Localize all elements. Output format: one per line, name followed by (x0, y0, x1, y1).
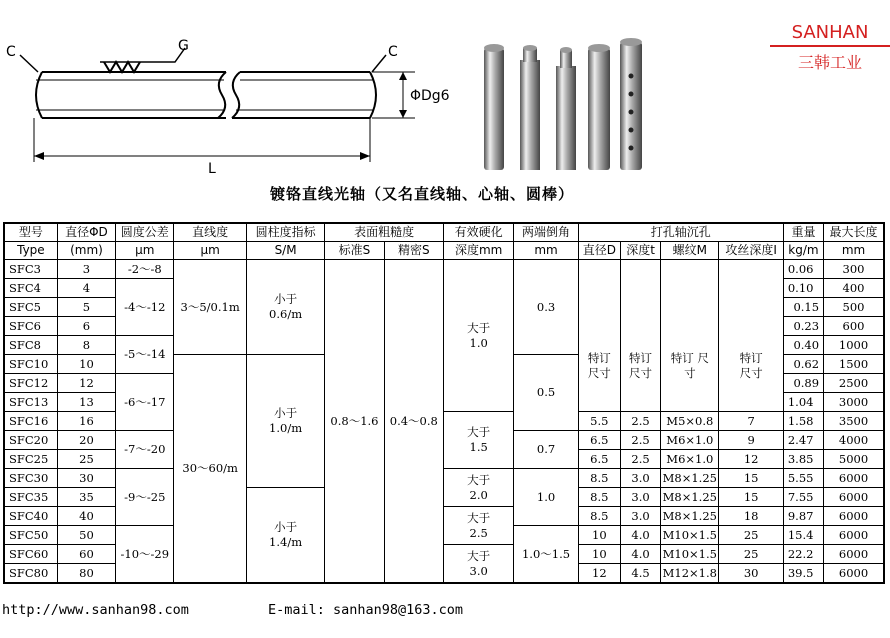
col-roughness: 表面粗糙度 (325, 223, 444, 242)
cylindricity-cell: 小于 1.4/m (246, 488, 324, 584)
hole-t-cell: 2.5 (620, 450, 660, 469)
diameter-cell: 5 (57, 298, 115, 317)
max-length-cell: 3500 (824, 412, 884, 431)
hole-m-cell: M8×1.25 (661, 469, 719, 488)
weight-cell: 1.04 (783, 393, 823, 412)
hole-i-cell: 7 (719, 412, 783, 431)
type-cell: SFC40 (4, 507, 57, 526)
max-length-cell: 6000 (824, 545, 884, 564)
c-left-label: C (6, 44, 16, 60)
col-cylindricity-unit: S/M (246, 242, 324, 260)
length-label: L (208, 161, 216, 177)
diameter-cell: 60 (57, 545, 115, 564)
col-hole-m: 螺纹M (661, 242, 719, 260)
hole-d-cell: 10 (578, 526, 620, 545)
hole-t-cell: 4.0 (620, 545, 660, 564)
roundness-cell: -6～-17 (116, 374, 174, 431)
type-cell: SFC50 (4, 526, 57, 545)
hole-i-cell: 25 (719, 545, 783, 564)
col-hardening-unit: 深度mm (443, 242, 513, 260)
col-holes: 打孔轴沉孔 (578, 223, 783, 242)
c-right-label: C (388, 44, 398, 60)
weight-cell: 1.58 (783, 412, 823, 431)
weight-cell: 0.89 (783, 374, 823, 393)
weight-cell: 0.62 (783, 355, 823, 374)
hardening-cell: 大于 2.5 (443, 507, 513, 545)
chamfer-cell: 1.0 (514, 469, 578, 526)
diameter-cell: 16 (57, 412, 115, 431)
max-length-cell: 6000 (824, 564, 884, 584)
col-roughness-std: 标准S (325, 242, 384, 260)
spec-table (3, 222, 885, 584)
hole-m-cell: 特订 尺 寸 (661, 260, 719, 412)
chamfer-cell: 0.3 (514, 260, 578, 355)
hole-t-cell: 4.5 (620, 564, 660, 584)
roundness-cell: -10～-29 (116, 526, 174, 584)
table-row (4, 469, 884, 488)
max-length-cell: 4000 (824, 431, 884, 450)
table-row (4, 260, 884, 279)
chamfer-cell: 0.7 (514, 431, 578, 469)
col-roundness: 圆度公差 (116, 223, 174, 242)
hole-i-cell: 25 (719, 526, 783, 545)
col-diameter: 直径ΦD (57, 223, 115, 242)
col-weight-unit: kg/m (783, 242, 823, 260)
roundness-cell: -4～-12 (116, 279, 174, 336)
hole-i-cell: 特订 尺寸 (719, 260, 783, 412)
weight-cell: 3.85 (783, 450, 823, 469)
hardening-cell: 大于 1.0 (443, 260, 513, 412)
col-hardening: 有效硬化 (443, 223, 513, 242)
diameter-cell: 10 (57, 355, 115, 374)
max-length-cell: 300 (824, 260, 884, 279)
max-length-cell: 6000 (824, 488, 884, 507)
type-cell: SFC35 (4, 488, 57, 507)
max-length-cell: 2500 (824, 374, 884, 393)
diameter-cell: 4 (57, 279, 115, 298)
weight-cell: 0.23 (783, 317, 823, 336)
weight-cell: 39.5 (783, 564, 823, 584)
max-length-cell: 6000 (824, 526, 884, 545)
hole-t-cell: 3.0 (620, 507, 660, 526)
col-chamfer: 两端倒角 (514, 223, 578, 242)
roughness-fine-cell: 0.4～0.8 (384, 260, 443, 584)
hardening-cell: 大于 2.0 (443, 469, 513, 507)
weight-cell: 0.06 (783, 260, 823, 279)
website-link[interactable]: http://www.sanhan98.com (2, 602, 189, 618)
weight-cell: 5.55 (783, 469, 823, 488)
weight-cell: 15.4 (783, 526, 823, 545)
hole-m-cell: M5×0.8 (661, 412, 719, 431)
hole-m-cell: M8×1.25 (661, 488, 719, 507)
hole-m-cell: M6×1.0 (661, 450, 719, 469)
diameter-label: ΦDg6 (410, 88, 450, 104)
weight-cell: 9.87 (783, 507, 823, 526)
max-length-cell: 600 (824, 317, 884, 336)
col-type-en: Type (4, 242, 57, 260)
col-straightness: 直线度 (174, 223, 246, 242)
roughness-std-cell: 0.8～1.6 (325, 260, 384, 584)
hole-t-cell: 特订 尺寸 (620, 260, 660, 412)
col-straightness-unit: μm (174, 242, 246, 260)
hole-m-cell: M8×1.25 (661, 507, 719, 526)
hole-d-cell: 6.5 (578, 431, 620, 450)
col-weight: 重量 (783, 223, 823, 242)
diameter-cell: 8 (57, 336, 115, 355)
hole-i-cell: 12 (719, 450, 783, 469)
hole-d-cell: 8.5 (578, 469, 620, 488)
hole-t-cell: 2.5 (620, 412, 660, 431)
type-cell: SFC20 (4, 431, 57, 450)
col-hole-d: 直径D (578, 242, 620, 260)
hole-d-cell: 6.5 (578, 450, 620, 469)
cylindricity-cell: 小于 0.6/m (246, 260, 324, 355)
roundness-cell: -7～-20 (116, 431, 174, 469)
col-hole-i: 攻丝深度I (719, 242, 783, 260)
chamfer-cell: 1.0～1.5 (514, 526, 578, 584)
type-cell: SFC12 (4, 374, 57, 393)
brand-cn-name: 三韩工业 (797, 53, 862, 72)
hole-t-cell: 3.0 (620, 469, 660, 488)
diameter-cell: 13 (57, 393, 115, 412)
hole-t-cell: 3.0 (620, 488, 660, 507)
type-cell: SFC60 (4, 545, 57, 564)
col-cylindricity: 圆柱度指标 (246, 223, 324, 242)
col-diameter-unit: (mm) (57, 242, 115, 260)
type-cell: SFC6 (4, 317, 57, 336)
type-cell: SFC5 (4, 298, 57, 317)
max-length-cell: 1000 (824, 336, 884, 355)
hole-m-cell: M6×1.0 (661, 431, 719, 450)
diameter-cell: 20 (57, 431, 115, 450)
weight-cell: 2.47 (783, 431, 823, 450)
diameter-cell: 3 (57, 260, 115, 279)
hole-i-cell: 15 (719, 488, 783, 507)
type-cell: SFC3 (4, 260, 57, 279)
weight-cell: 22.2 (783, 545, 823, 564)
brand-name: SANHAN (770, 22, 890, 47)
max-length-cell: 5000 (824, 450, 884, 469)
roundness-cell: -9～-25 (116, 469, 174, 526)
straightness-cell: 30～60/m (174, 355, 246, 584)
type-cell: SFC4 (4, 279, 57, 298)
shaft-photo (470, 30, 660, 180)
col-max-length-unit: mm (824, 242, 884, 260)
col-hole-t: 深度t (620, 242, 660, 260)
roundness-cell: -5～-14 (116, 336, 174, 374)
type-cell: SFC10 (4, 355, 57, 374)
shaft-drawing (0, 0, 470, 180)
hole-m-cell: M10×1.5 (661, 526, 719, 545)
diameter-cell: 35 (57, 488, 115, 507)
col-roundness-unit: μm (116, 242, 174, 260)
diameter-cell: 6 (57, 317, 115, 336)
hole-i-cell: 30 (719, 564, 783, 584)
hole-t-cell: 2.5 (620, 431, 660, 450)
hole-i-cell: 9 (719, 431, 783, 450)
chamfer-cell: 0.5 (514, 355, 578, 431)
weight-cell: 0.40 (783, 336, 823, 355)
col-chamfer-unit: mm (514, 242, 578, 260)
hole-i-cell: 15 (719, 469, 783, 488)
type-cell: SFC80 (4, 564, 57, 584)
max-length-cell: 500 (824, 298, 884, 317)
diameter-cell: 25 (57, 450, 115, 469)
diameter-cell: 30 (57, 469, 115, 488)
type-cell: SFC30 (4, 469, 57, 488)
col-roughness-fine: 精密S (384, 242, 443, 260)
hole-t-cell: 4.0 (620, 526, 660, 545)
hole-d-cell: 10 (578, 545, 620, 564)
hole-d-cell: 8.5 (578, 488, 620, 507)
type-cell: SFC8 (4, 336, 57, 355)
max-length-cell: 1500 (824, 355, 884, 374)
diameter-cell: 50 (57, 526, 115, 545)
hardening-cell: 大于 3.0 (443, 545, 513, 584)
weight-cell: 0.15 (783, 298, 823, 317)
max-length-cell: 6000 (824, 507, 884, 526)
hole-i-cell: 18 (719, 507, 783, 526)
type-cell: SFC13 (4, 393, 57, 412)
straightness-cell: 3～5/0.1m (174, 260, 246, 355)
col-type: 型号 (4, 223, 57, 242)
max-length-cell: 3000 (824, 393, 884, 412)
diameter-cell: 80 (57, 564, 115, 584)
hole-d-cell: 12 (578, 564, 620, 584)
type-cell: SFC25 (4, 450, 57, 469)
email-link[interactable]: E-mail: sanhan98@163.com (268, 602, 464, 618)
type-cell: SFC16 (4, 412, 57, 431)
max-length-cell: 400 (824, 279, 884, 298)
page-title: 镀铬直线光轴（又名直线轴、心轴、圆棒） (270, 185, 575, 203)
brand-logo (770, 22, 890, 73)
roundness-cell: -2～-8 (116, 260, 174, 279)
hole-d-cell: 5.5 (578, 412, 620, 431)
g-label: G (178, 38, 189, 54)
hole-m-cell: M12×1.8 (661, 564, 719, 584)
diameter-cell: 40 (57, 507, 115, 526)
hole-d-cell: 特订 尺寸 (578, 260, 620, 412)
weight-cell: 7.55 (783, 488, 823, 507)
diameter-cell: 12 (57, 374, 115, 393)
max-length-cell: 6000 (824, 469, 884, 488)
weight-cell: 0.10 (783, 279, 823, 298)
hole-d-cell: 8.5 (578, 507, 620, 526)
hole-m-cell: M10×1.5 (661, 545, 719, 564)
cylindricity-cell: 小于 1.0/m (246, 355, 324, 488)
hardening-cell: 大于 1.5 (443, 412, 513, 469)
col-max-length: 最大长度 (824, 223, 884, 242)
